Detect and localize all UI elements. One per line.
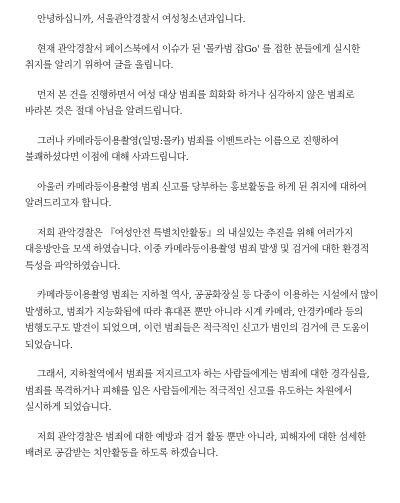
initiative-paragraph: 저희 관악경찰은 『여성안전 특별치안활동』의 내실있는 추진을 위해 여러가지 대응방안을 모색 하였습니다. 이중 카메라등이용촬영 범죄 발생 및 검거에 대한 환경적 특성을 파악하였습니다. <box>25 227 370 272</box>
crime-characteristics-paragraph: 카메라등이용촬영 범죄는 지하철 역사, 공공화장실 등 다중이 이용하는 시설에서 많이 발생하고, 범죄가 지능화됨에 따라 휴대폰 뿐만 아니라 시계 카메라, 안경카메라 등의 범행도구도 발견이 되었으며, 이런 범죄들은 적극적인 신고가 범인의 검거에 큰 도움이 되었습니다. <box>25 290 379 351</box>
greeting-paragraph: 안녕하십니까, 서울관악경찰서 여성청소년과입니다. <box>37 14 246 25</box>
purpose-paragraph: 현재 관악경찰서 페이스북에서 이슈가 된 '몰카범 잡Go' 를 접한 분들에게 실시한 취지를 알리기 위하여 글을 올립니다. <box>25 43 361 71</box>
closing-paragraph: 저희 관악경찰은 범죄에 대한 예방과 검거 활동 뿐만 아니라, 피해자에 대한 섬세한 배려로 공감받는 치안활동을 하도록 하겠습니다. <box>25 431 366 459</box>
clarification-paragraph: 먼저 본 건을 진행하면서 여성 대상 범죄를 희화화 하거나 심각하지 않은 범죄로 바라본 것은 절대 아님을 알려드립니다. <box>25 89 355 117</box>
intent-paragraph: 아울러 카메라등이용촬영 범죄 신고를 당부하는 홍보활동을 하게 된 취지에 대하여 알려드리고자 합니다. <box>25 181 367 209</box>
apology-paragraph: 그러나 카메라등이용촬영(일명:몰카) 범죄를 이벤트라는 이름으로 진행하여 불쾌하셨다면 이점에 대해 사과드립니다. <box>25 135 339 163</box>
implementation-paragraph: 그래서, 지하철역에서 범죄를 저지르고자 하는 사람들에게는 범죄에 대한 경각심을, 범죄를 목격하거나 피해를 입은 사람들에게는 적극적인 신고를 유도하는 차원에서 실시하게 되었습니다. <box>25 369 370 413</box>
